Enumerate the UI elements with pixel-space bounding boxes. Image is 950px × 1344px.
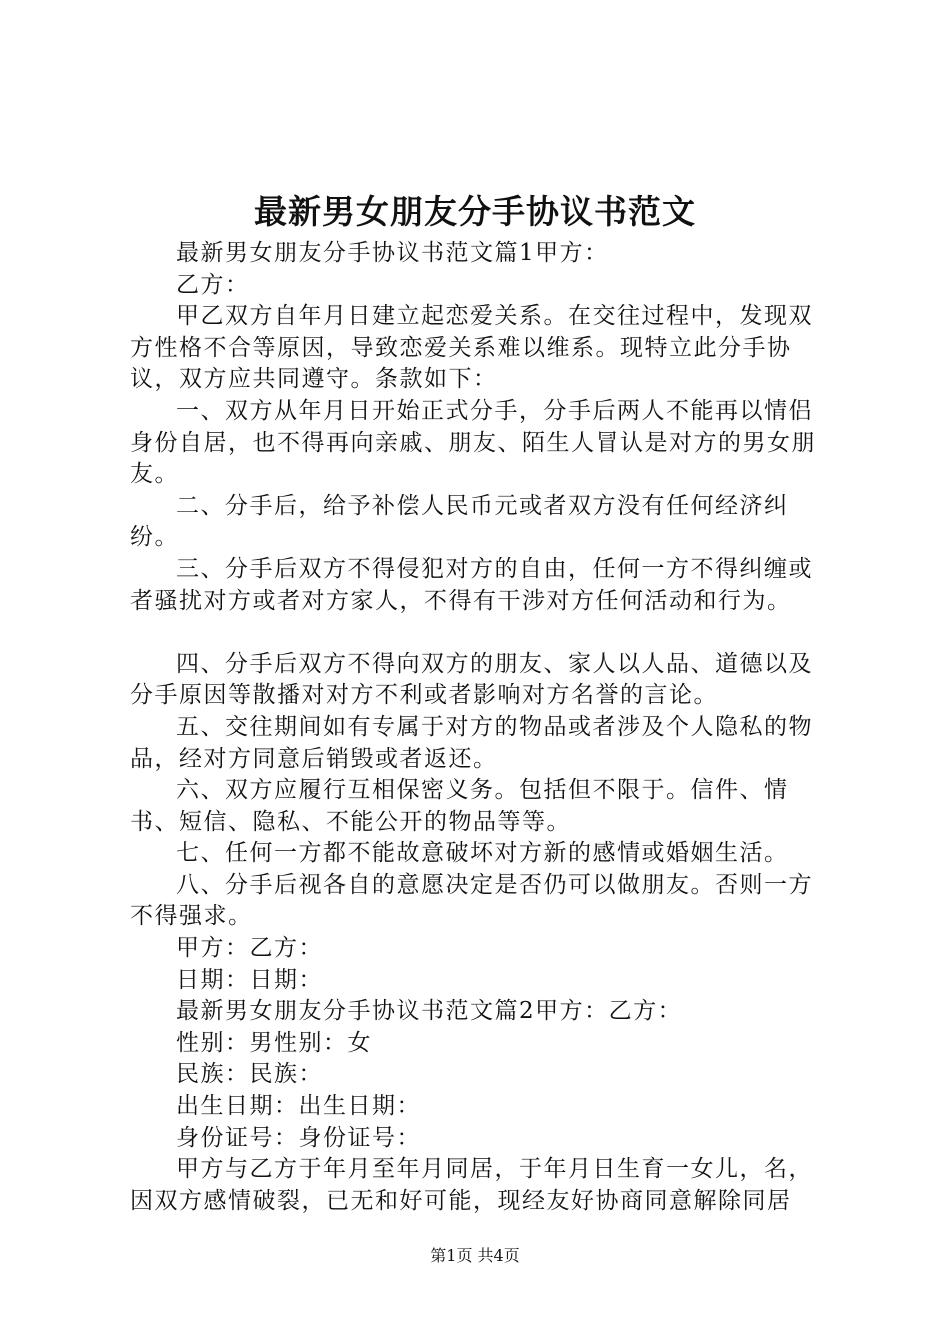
paragraph-clause-4: 四、分手后双方不得向双方的朋友、家人以人品、道德以及分手原因等散播对对方不利或者影响对方名誉的言论。 <box>130 650 813 709</box>
paragraph-birth-date: 出生日期：出生日期： <box>176 1093 421 1120</box>
paragraph-id-number: 身份证号：身份证号： <box>176 1124 421 1151</box>
document-body <box>130 238 835 1217</box>
paragraph-dates: 日期：日期： <box>176 966 323 993</box>
paragraph-intro: 甲乙双方自年月日建立起恋爱关系。在交往过程中，发现双方性格不合等原因，导致恋爱关系难以维系。现特立此分手协议，双方应共同遵守。条款如下： <box>130 303 813 393</box>
paragraph-gender: 性别：男性别：女 <box>176 1029 372 1056</box>
paragraph-clause-7: 七、任何一方都不能故意破坏对方新的感情或婚姻生活。 <box>176 840 789 867</box>
paragraph-party-b: 乙方： <box>176 271 250 298</box>
paragraph-ethnicity: 民族：民族： <box>176 1061 323 1088</box>
paragraph-clause-1: 一、双方从年月日开始正式分手，分手后两人不能再以情侣身份自居，也不得再向亲戚、朋友、陌生人冒认是对方的男女朋友。 <box>130 397 816 488</box>
paragraph-clause-3: 三、分手后双方不得侵犯对方的自由，任何一方不得纠缠或者骚扰对方或者对方家人，不得有干涉对方任何活动和行为。 <box>130 555 813 614</box>
paragraph-part2-heading: 最新男女朋友分手协议书范文篇2甲方：乙方： <box>176 998 683 1025</box>
paragraph-clause-6: 六、双方应履行互相保密义务。包括但不限于。信件、情书、短信、隐私、不能公开的物品等等。 <box>130 777 789 835</box>
page-footer: 第1页 共4页 <box>430 1246 520 1265</box>
paragraph-clause-5: 五、交往期间如有专属于对方的物品或者涉及个人隐私的物品，经对方同意后销毁或者返还。 <box>130 713 813 772</box>
paragraph-clause-2: 二、分手后，给予补偿人民币元或者双方没有任何经济纠纷。 <box>130 492 789 551</box>
document-title: 最新男女朋友分手协议书范文 <box>254 192 696 231</box>
paragraph-part1-heading: 最新男女朋友分手协议书范文篇1甲方： <box>176 240 609 266</box>
paragraph-signatures: 甲方：乙方： <box>176 935 323 962</box>
paragraph-cohabitation: 甲方与乙方于年月至年月同居，于年月日生育一女儿，名，因双方感情破裂，已无和好可能，现经友好协商同意解除同居 <box>130 1156 813 1214</box>
paragraph-clause-8: 八、分手后视各自的意愿决定是否仍可以做朋友。否则一方不得强求。 <box>130 871 813 930</box>
